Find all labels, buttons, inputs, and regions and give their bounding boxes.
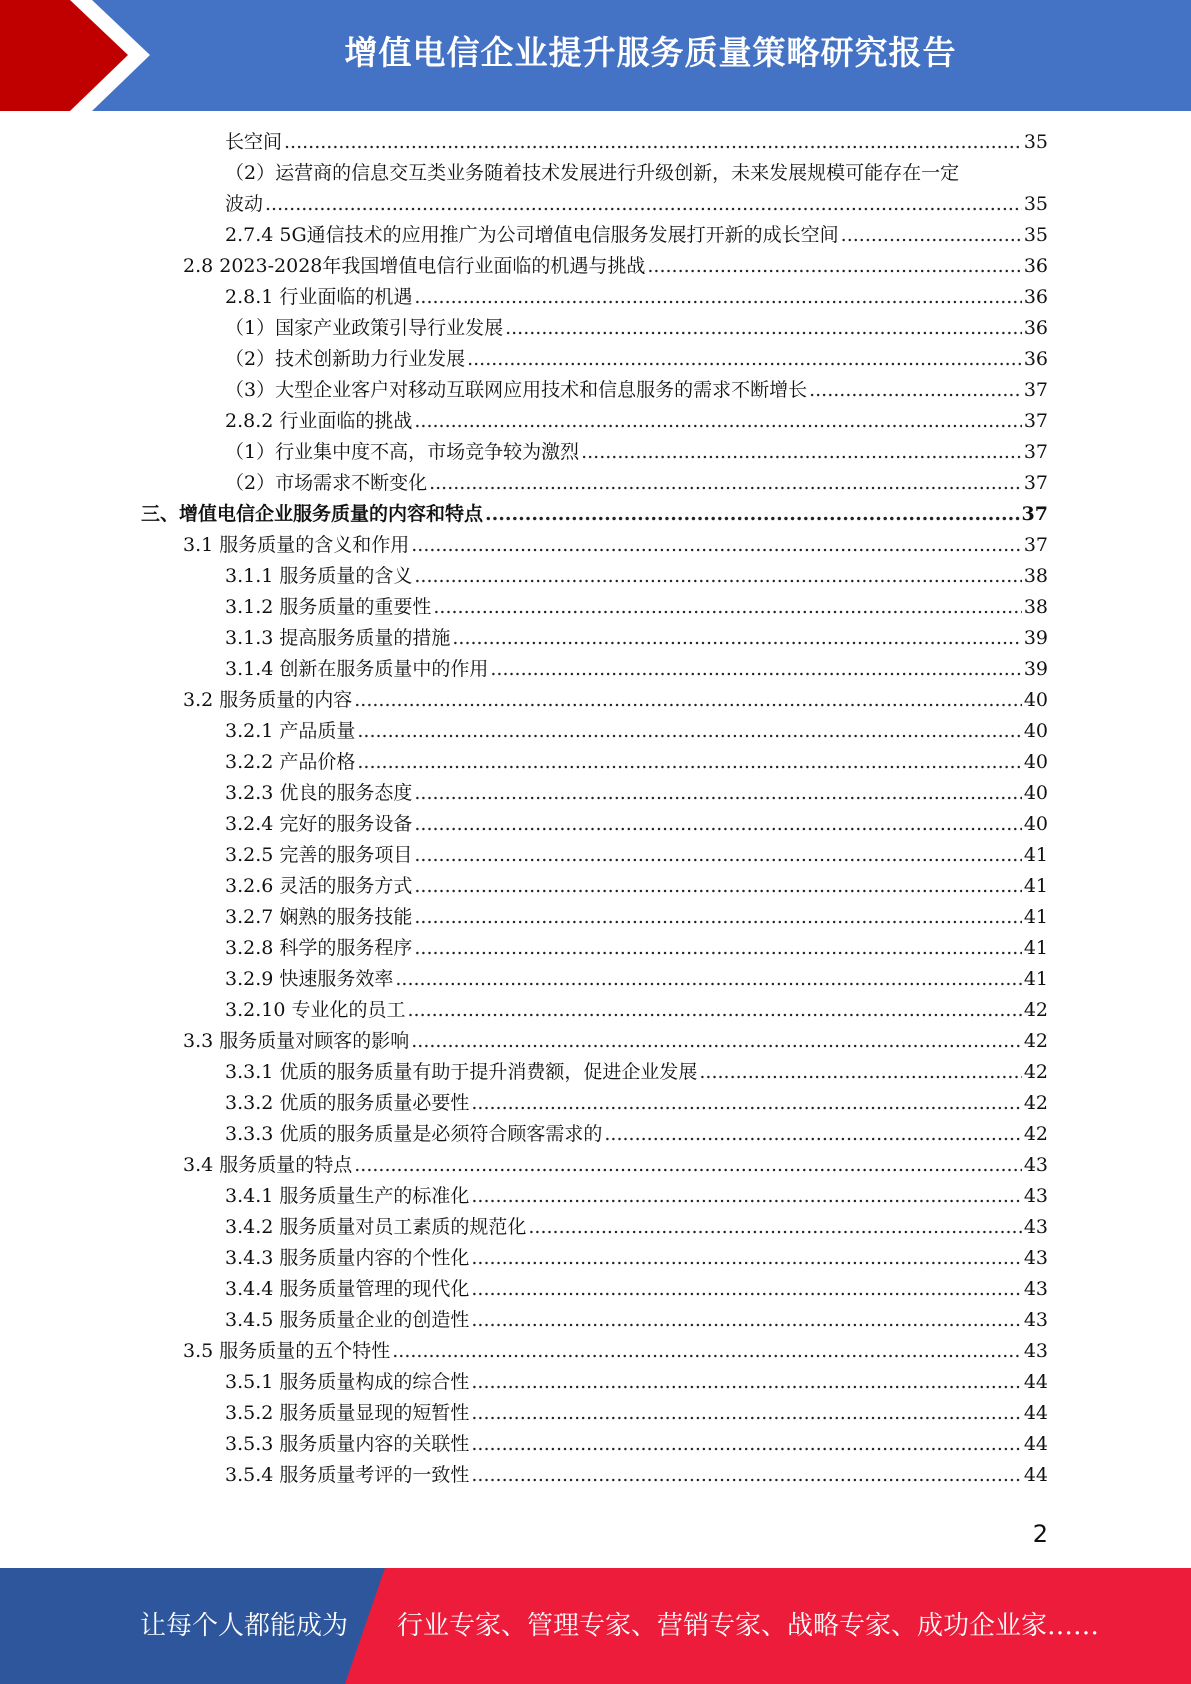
- toc-leader: [490, 656, 1021, 682]
- toc-entry-page: 43: [1023, 1216, 1048, 1238]
- footer-slogan-left: 让每个人都能成为: [140, 1611, 349, 1641]
- toc-entry[interactable]: [225, 837, 1048, 868]
- toc-entry-page: 40: [1023, 751, 1048, 773]
- toc-leader: [354, 687, 1022, 713]
- toc-leader: [505, 315, 1022, 341]
- page-footer: [0, 1568, 1191, 1684]
- toc-entry[interactable]: [225, 217, 1048, 248]
- toc-leader: [471, 1245, 1021, 1271]
- toc-leader: [411, 532, 1022, 558]
- toc-entry[interactable]: [225, 620, 1048, 651]
- toc-leader: [604, 1121, 1021, 1147]
- toc-entry[interactable]: [225, 713, 1048, 744]
- toc-leader: [429, 470, 1022, 496]
- toc-entry-label: 3.4.4 服务质量管理的现代化: [225, 1278, 470, 1300]
- toc-entry-page: 44: [1023, 1371, 1048, 1393]
- toc-entry-label: 3.3.1 优质的服务质量有助于提升消费额，促进企业发展: [225, 1061, 698, 1083]
- toc-entry[interactable]: [225, 1178, 1048, 1209]
- toc-leader: [414, 935, 1021, 961]
- toc-leader: [357, 749, 1021, 775]
- toc-entry[interactable]: [225, 806, 1048, 837]
- report-title: 增值电信企业提升服务质量策略研究报告: [344, 33, 957, 72]
- toc-entry-label: 3.4 服务质量的特点: [183, 1154, 353, 1176]
- toc-entry-page: 44: [1023, 1402, 1048, 1424]
- toc-entry-page: 41: [1023, 844, 1048, 866]
- toc-entry[interactable]: [225, 992, 1048, 1023]
- toc-entry-page: 35: [1023, 193, 1048, 215]
- toc-entry-label: 波动: [225, 193, 264, 215]
- toc-entry-label: 3.5.1 服务质量构成的综合性: [225, 1371, 470, 1393]
- toc-entry[interactable]: [225, 589, 1048, 620]
- toc-leader: [284, 129, 1022, 155]
- toc-leader: [471, 1183, 1021, 1209]
- toc-entry-label: 3.2.4 完好的服务设备: [225, 813, 413, 835]
- toc-chapter-entry[interactable]: [141, 496, 1048, 527]
- toc-leader: [809, 377, 1022, 403]
- toc-leader: [699, 1059, 1021, 1085]
- toc-entry[interactable]: [225, 465, 1048, 496]
- toc-leader: [414, 780, 1021, 806]
- toc-entry[interactable]: [183, 682, 1048, 713]
- page-number: 2: [1032, 1520, 1048, 1548]
- toc-leader: [354, 1152, 1022, 1178]
- toc-entry-label: 3.2.6 灵活的服务方式: [225, 875, 413, 897]
- toc-entry-label: 3.4.3 服务质量内容的个性化: [225, 1247, 470, 1269]
- toc-entry-page: 42: [1023, 999, 1048, 1021]
- toc-entry-label: 长空间: [225, 131, 283, 153]
- toc-leader: [581, 439, 1022, 465]
- toc-entry-page: 40: [1023, 689, 1048, 711]
- toc-leader: [471, 1276, 1021, 1302]
- toc-entry-label: 3.2.2 产品价格: [225, 751, 356, 773]
- toc-entry-label: 3.1.3 提高服务质量的措施: [225, 627, 451, 649]
- toc-entry-page: 38: [1023, 596, 1048, 618]
- toc-entry-label: 三、增值电信企业服务质量的内容和特点: [141, 503, 484, 525]
- toc-entry-label: 3.3 服务质量对顾客的影响: [183, 1030, 410, 1052]
- toc-entry-label: 3.2.3 优良的服务态度: [225, 782, 413, 804]
- toc-entry-label: 3.2.5 完善的服务项目: [225, 844, 413, 866]
- toc-entry-label: 3.5.2 服务质量显现的短暂性: [225, 1402, 470, 1424]
- toc-entry[interactable]: [225, 961, 1048, 992]
- toc-entry-label: （2）市场需求不断变化: [225, 472, 428, 494]
- toc-leader: [395, 966, 1021, 992]
- toc-leader: [471, 1400, 1021, 1426]
- toc-entry-label: 3.4.5 服务质量企业的创造性: [225, 1309, 470, 1331]
- toc-entry[interactable]: [225, 1240, 1048, 1271]
- toc-entry-page: 43: [1023, 1247, 1048, 1269]
- toc-entry[interactable]: [225, 651, 1048, 682]
- toc-leader: [414, 811, 1021, 837]
- toc-leader: [433, 594, 1021, 620]
- toc-entry-label: 3.2.9 快速服务效率: [225, 968, 394, 990]
- toc-entry[interactable]: [225, 744, 1048, 775]
- toc-entry-label: 3.2.8 科学的服务程序: [225, 937, 413, 959]
- toc-leader: [841, 222, 1022, 248]
- toc-entry-page: 42: [1023, 1030, 1048, 1052]
- toc-entry-page: 42: [1023, 1123, 1048, 1145]
- toc-leader: [452, 625, 1021, 651]
- toc-entry-page: 43: [1023, 1309, 1048, 1331]
- toc-entry-label: （1）国家产业政策引导行业发展: [225, 317, 504, 339]
- toc-entry[interactable]: [225, 1054, 1048, 1085]
- toc-entry-page: 43: [1023, 1278, 1048, 1300]
- toc-entry-page: 40: [1023, 782, 1048, 804]
- toc-entry[interactable]: [225, 279, 1048, 310]
- toc-entry-page: 37: [1023, 472, 1048, 494]
- toc-entry[interactable]: [225, 1116, 1048, 1147]
- toc-entry-label: 3.1.4 创新在服务质量中的作用: [225, 658, 489, 680]
- toc-entry[interactable]: [225, 1457, 1048, 1488]
- toc-leader: [414, 563, 1021, 589]
- toc-leader: [392, 1338, 1022, 1364]
- toc-entry[interactable]: [225, 1395, 1048, 1426]
- toc-entry-label: 3.4.1 服务质量生产的标准化: [225, 1185, 470, 1207]
- toc-entry[interactable]: [225, 1271, 1048, 1302]
- toc-entry-page: 38: [1023, 565, 1048, 587]
- toc-entry-label: （2）技术创新助力行业发展: [225, 348, 466, 370]
- toc-entry-label: 3.2 服务质量的内容: [183, 689, 353, 711]
- toc-entry[interactable]: [183, 248, 1048, 279]
- toc-entry-page: 41: [1023, 906, 1048, 928]
- toc-leader: [407, 997, 1021, 1023]
- toc-leader: [471, 1462, 1021, 1488]
- toc-entry[interactable]: [225, 124, 1048, 155]
- footer-slogan-right: 行业专家、管理专家、营销专家、战略专家、成功企业家……: [397, 1611, 1100, 1641]
- toc-leader: [528, 1214, 1021, 1240]
- toc-leader: [647, 253, 1021, 279]
- toc-entry-page: 43: [1023, 1340, 1048, 1362]
- toc-entry-label: 3.5 服务质量的五个特性: [183, 1340, 391, 1362]
- toc-leader: [414, 904, 1021, 930]
- toc-leader: [414, 842, 1021, 868]
- toc-entry-page: 36: [1023, 317, 1048, 339]
- toc-entry-label: 2.8.1 行业面临的机遇: [225, 286, 413, 308]
- toc-entry[interactable]: [225, 558, 1048, 589]
- toc-entry-label: （2）运营商的信息交互类业务随着技术发展进行升级创新，未来发展规模可能存在一定: [225, 162, 960, 184]
- toc-entry[interactable]: [225, 1209, 1048, 1240]
- toc-leader: [265, 191, 1022, 217]
- toc-leader: [471, 1369, 1021, 1395]
- toc-entry-label: （1）行业集中度不高，市场竞争较为激烈: [225, 441, 580, 463]
- toc-entry[interactable]: [183, 1333, 1048, 1364]
- toc-entry-page: 37: [1023, 534, 1048, 556]
- toc-entry[interactable]: [183, 1023, 1048, 1054]
- toc-entry-page: 40: [1023, 720, 1048, 742]
- toc-entry-label: 2.8 2023-2028年我国增值电信行业面临的机遇与挑战: [183, 255, 646, 277]
- toc-entry-page: 43: [1023, 1185, 1048, 1207]
- toc-entry-page: 37: [1023, 379, 1048, 401]
- toc-entry-page: 44: [1023, 1464, 1048, 1486]
- toc-entry-page: 42: [1023, 1092, 1048, 1114]
- toc-entry-page: 41: [1023, 937, 1048, 959]
- toc-leader: [411, 1028, 1022, 1054]
- toc-entry-page: 39: [1023, 627, 1048, 649]
- toc-entry-label: （3）大型企业客户对移动互联网应用技术和信息服务的需求不断增长: [225, 379, 808, 401]
- toc-entry-page: 36: [1023, 286, 1048, 308]
- toc-entry[interactable]: [225, 1302, 1048, 1333]
- toc-entry[interactable]: [225, 868, 1048, 899]
- toc-entry-page: 36: [1023, 255, 1048, 277]
- toc-entry[interactable]: [225, 930, 1048, 961]
- toc-entry[interactable]: [183, 527, 1048, 558]
- toc-entry-page: 43: [1023, 1154, 1048, 1176]
- toc-leader: [357, 718, 1021, 744]
- toc-leader: [471, 1090, 1021, 1116]
- toc-entry[interactable]: [225, 1364, 1048, 1395]
- toc-entry-page: 37: [1023, 410, 1048, 432]
- toc-leader: [414, 873, 1021, 899]
- toc-entry-label: 3.2.7 娴熟的服务技能: [225, 906, 413, 928]
- toc-entry[interactable]: [183, 1147, 1048, 1178]
- toc-entry-label: 3.1 服务质量的含义和作用: [183, 534, 410, 556]
- toc-entry-page: 44: [1023, 1433, 1048, 1455]
- toc-entry[interactable]: [225, 434, 1048, 465]
- toc-entry-label: 3.1.2 服务质量的重要性: [225, 596, 432, 618]
- toc-leader: [471, 1307, 1021, 1333]
- toc-entry-page: 41: [1023, 875, 1048, 897]
- toc-entry-label: 3.3.3 优质的服务质量是必须符合顾客需求的: [225, 1123, 603, 1145]
- toc-entry-label: 3.5.4 服务质量考评的一致性: [225, 1464, 470, 1486]
- toc-entry[interactable]: [225, 403, 1048, 434]
- toc-entry[interactable]: [225, 310, 1048, 341]
- toc-leader: [467, 346, 1022, 372]
- toc-entry-page: 37: [1021, 503, 1048, 525]
- toc-leader: [414, 408, 1021, 434]
- toc-leader: [414, 284, 1021, 310]
- toc-entry[interactable]: [225, 186, 1048, 217]
- toc-entry[interactable]: [225, 1426, 1048, 1457]
- toc-entry-page: 41: [1023, 968, 1048, 990]
- toc-entry-page: 40: [1023, 813, 1048, 835]
- toc-entry-label: 3.2.10 专业化的员工: [225, 999, 406, 1021]
- toc-entry[interactable]: [225, 372, 1048, 403]
- toc-entry-page: 42: [1023, 1061, 1048, 1083]
- toc-entry-label: 2.8.2 行业面临的挑战: [225, 410, 413, 432]
- toc-entry-label: 2.7.4 5G通信技术的应用推广为公司增值电信服务发展打开新的成长空间: [225, 224, 839, 246]
- toc-entry[interactable]: [225, 775, 1048, 806]
- page-header: [0, 0, 1191, 111]
- toc-entry[interactable]: [225, 341, 1048, 372]
- toc-entry-page: 36: [1023, 348, 1048, 370]
- toc-entry-label: 3.4.2 服务质量对员工素质的规范化: [225, 1216, 527, 1238]
- toc-entry-page: 35: [1023, 224, 1048, 246]
- toc-entry[interactable]: [225, 899, 1048, 930]
- toc-leader: [485, 501, 1020, 527]
- toc-entry[interactable]: [225, 155, 1048, 186]
- toc-entry-label: 3.5.3 服务质量内容的关联性: [225, 1433, 470, 1455]
- toc-entry[interactable]: [225, 1085, 1048, 1116]
- toc-entry-page: 35: [1023, 131, 1048, 153]
- toc-leader: [471, 1431, 1021, 1457]
- toc-entry-label: 3.2.1 产品质量: [225, 720, 356, 742]
- toc-entry-label: 3.3.2 优质的服务质量必要性: [225, 1092, 470, 1114]
- toc-entry-label: 3.1.1 服务质量的含义: [225, 565, 413, 587]
- toc-entry-page: 39: [1023, 658, 1048, 680]
- toc-entry-page: 37: [1023, 441, 1048, 463]
